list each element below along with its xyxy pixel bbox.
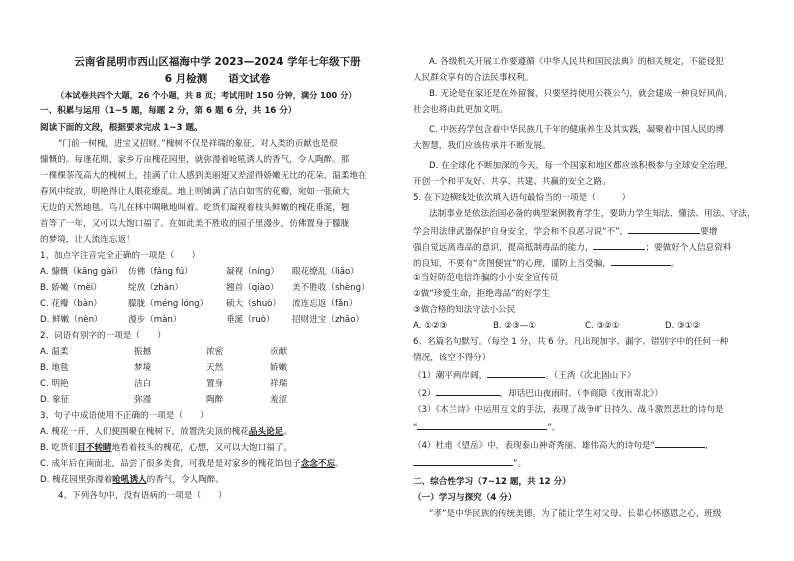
idiom-mark: 念念不忘 [300, 459, 336, 469]
q5-choice: ②做“珍爱生命，拒绝毒品”的好学生 [413, 289, 550, 299]
option-part: 朦胧（méng lóng） [128, 299, 209, 309]
option-part: 祥瑞 [270, 379, 288, 389]
answer-blank[interactable] [655, 438, 705, 448]
section2-heading: 二、综合性学习（7~12 题，共 12 分） [413, 477, 571, 487]
passage-line: “门前一树槐，进宝又招财。”槐树不仅是祥瑞的象征，对人类的贡献也是很 [58, 139, 338, 149]
option-part: 硕大（shuò） [226, 299, 282, 309]
q4-option-line: A. 各级机关开展工作要遵循《中华人民共和国民法典》的相关规定，不能侵犯 [429, 57, 724, 67]
option-part: 洁白 [134, 379, 152, 389]
q3-stem: 3、句子中成语使用不正确的一项是（ ） [40, 411, 209, 421]
option-text: A. 槐花一开，人们便围聚在槐树下，放置洗尖顶的槐花 [40, 427, 249, 437]
idiom-mark: 呛吼诱人 [112, 475, 147, 485]
option-part: B. 地毯 [40, 363, 69, 373]
q1-stem: 1、加点字注音完全正确的一项是（ ） [40, 251, 201, 261]
option-part: 梦境 [134, 363, 152, 373]
exam-title-line1: 云南省昆明市西山区福海中学 2023—2024 学年七年级下册 [74, 56, 361, 68]
q6-text: （3）《木兰诗》中运用互文的手法，表现了战争旷日持久、战斗激烈悲壮的诗句是 [413, 405, 724, 415]
passage-line: 慷慨的。每逢花期，家乡万亩槐花园里，就弥漫着呛吼诱人的香气，令人陶醉。那 [40, 155, 350, 165]
option-part: 凝视（níng） [226, 267, 280, 277]
answer-blank[interactable] [413, 456, 513, 466]
option-part: C. 花瓣（bàn） [40, 299, 103, 309]
answer-blank[interactable] [436, 386, 500, 396]
option-part: 招财进宝（zhāo） [292, 315, 365, 325]
q3-option-a [40, 426, 292, 438]
passage-line: 一棵棵茶茂高大的槐树上，挂满了让人感到美丽翅又差涩得娇嫩无比的花朵，温柔地在 [40, 171, 367, 181]
exam-title-line2: 6 月检测 语文试卷 [164, 73, 271, 85]
option-part: 仿佛（fǎng fú） [128, 267, 193, 277]
answer-blank[interactable] [593, 240, 645, 250]
q5-stem: 5. 在下边横线处依次填入语句最恰当的一项是（ ） [413, 193, 631, 203]
q5-passage-line [413, 256, 680, 270]
q6-item [413, 420, 561, 434]
q5-text: ；要做好个人信息资料 [645, 243, 732, 253]
q6-text: （4）杜甫《望岳》中，表现泰山神奇秀丽、雄伟高大的诗句是“ [413, 441, 655, 451]
q5-choice: ①当好防范电信诈骗的小小安全宣传员 [413, 273, 559, 283]
q3-option-d [40, 474, 224, 486]
option-part: 振撼 [134, 347, 152, 357]
q5-option-c: C. ③②① [585, 321, 620, 331]
q6-item [413, 368, 635, 382]
q6-text: （2） [413, 389, 436, 399]
q5-text: 的良知，不要有“贪图便宜”的心理，谨防上当受骗， [413, 259, 611, 269]
left-column [40, 0, 395, 561]
q5-text: 要增 [700, 227, 718, 237]
option-text: C. 成年后在南面北，品尝了很多美食，可我是是对家乡的槐花馅包子 [40, 459, 301, 469]
section2-subheading: （一）学习与探究（4 分） [413, 493, 517, 503]
option-text: 。 [335, 459, 344, 469]
option-text: 。 [283, 427, 292, 437]
answer-blank[interactable] [487, 368, 545, 378]
q4-option-line: 开创一个和平友好、共享、共建、共赢的安全之路。 [413, 177, 611, 187]
q6-text: ”。 [513, 459, 527, 469]
q2-stem: 2、词语有别字的一项是（ ） [40, 331, 166, 341]
option-part: 眼花缭乱（liǎo） [292, 267, 359, 277]
option-part: 浓密 [206, 347, 224, 357]
option-part: 弥漫 [134, 395, 152, 405]
passage-line: 无边的天然地毯。鸟儿在林中啁啾地叫着。吃货们凝视着枝头鲜嫩的槐花垂涎，翘 [40, 203, 350, 213]
answer-blank[interactable] [611, 256, 671, 266]
q6-text: ”。 [547, 423, 561, 433]
q5-option-a: A. ①②③ [413, 321, 448, 331]
passage-line: 首等了一年，又可以大饱口福了。在如此美不胜收的园子里漫步，仿佛置身于朦胧 [40, 219, 350, 229]
q5-text: 强自觉远离毒品的意识，提高抵制毒品的能力， [413, 243, 594, 253]
right-column [413, 0, 765, 561]
idiom-mark: 品头论足 [248, 427, 284, 437]
option-text: D. 槐花园里弥漫着 [40, 475, 113, 485]
q6-text: （1）潮平两岸阔， [413, 371, 488, 381]
q4-option-line: D. 在全球化不断加深的今天，每一个国家和地区都应该积极参与全球安全治理， [429, 161, 734, 171]
q6-item [413, 386, 663, 400]
option-text: 地看着枝头的槐花，心想，又可以大饱口福了。 [111, 443, 293, 453]
reading-instruction: 阅读下面的文段，根据要求完成 1~3 题。 [40, 123, 203, 133]
q4-stem: 4、下列各句中，没有语病的一项是（ ） [58, 491, 227, 501]
q4-option-line: 大智慧，我们应该传承并不断发展。 [413, 141, 551, 151]
option-part: 娇嫩 [270, 363, 288, 373]
q6-item [413, 438, 708, 452]
option-part: 翘首（qiào） [226, 283, 279, 293]
option-part: D. 鲜嫩（nèn） [40, 315, 103, 325]
q5-choice: ③做合格的知法守法小公民 [413, 305, 516, 315]
q6-text: ，却话巴山夜雨时。（李商隐《夜雨寄北》） [499, 389, 663, 399]
q6-text: 。（王湾《次北固山下》 [545, 371, 636, 381]
exam-note: （本试卷共四个大题，26 个小题，共 8 页；考试用时 150 分钟，满分 100 分） [56, 90, 357, 100]
option-text: 的香气，令人陶醉。 [146, 475, 224, 485]
q5-option-b: B. ②③—① [493, 321, 537, 331]
q4-option-line: C. 中医药学包含着中华民族几千年的健康养生及其实践，凝聚着中国人民的博 [429, 125, 725, 135]
q5-text: 。 [670, 259, 680, 269]
q6-stem: 6、名篇名句默写。（每空 1 分，共 6 分。凡出现加字、漏字、错别字中的任何一种 [413, 337, 729, 347]
q3-option-b [40, 442, 292, 454]
section1-heading: 一、积累与运用（1~5 题，每题 2 分，第 6 题 6 分，共 16 分） [40, 106, 297, 116]
option-part: 陶醉 [206, 395, 224, 405]
q5-passage-line: 法制事业是依法治国必备的典型案例教育学生，要助力学生知法、懂法、用法、守法， [429, 209, 756, 219]
option-part: 漫步（màn） [128, 315, 182, 325]
passage-line: 春风中绽放，明艳得让人眼花缭乱。地上则铺满了洁白如雪的花瓣，宛如一张硕大 [40, 187, 350, 197]
option-part: A. 慷慨（kāng gài） [40, 267, 123, 277]
q6-text: , [704, 441, 708, 451]
q5-option-d: D. ③①② [665, 321, 701, 331]
option-part: 天然 [206, 363, 224, 373]
option-part: 羞涩 [270, 395, 288, 405]
option-part: C. 明艳 [40, 379, 69, 389]
option-part: D. 象征 [40, 395, 70, 405]
option-part: 贡献 [270, 347, 288, 357]
q6-item [413, 404, 724, 416]
q4-option-line: 社会也将由此更加文明。 [413, 105, 508, 115]
q4-option-line: B. 无论是在家还是在外留餐，只要坚持使用公筷公勺，就会建成一种良好风尚， [429, 89, 733, 99]
section2-text: “孝”是中华民族的传统美德。为了能让学生对父母、长辈心怀感恩之心，班级 [429, 509, 722, 519]
q3-option-c [40, 458, 344, 470]
answer-blank[interactable] [628, 224, 700, 234]
idiom-mark: 目不转睛 [77, 443, 112, 453]
q6-item [413, 456, 526, 470]
answer-blank[interactable] [417, 420, 547, 430]
option-part: B. 娇嫩（mèi） [40, 283, 102, 293]
option-part: 置身 [206, 379, 224, 389]
q5-passage-line [413, 224, 717, 238]
q5-passage-line [413, 240, 731, 254]
option-part: 流连忘返（fǎn） [292, 299, 358, 309]
option-part: 美不胜收（shèng） [292, 283, 370, 293]
q5-text: 学会用法律武器保护自身安全，学会和不良恶习说“不”， [413, 227, 629, 237]
option-text: B. 吃货们 [40, 443, 78, 453]
option-part: 垂涎（ruò） [226, 315, 275, 325]
option-part: A. 温柔 [40, 347, 69, 357]
q6-stem: 情况，该空不得分） [413, 353, 491, 363]
option-part: 绽放（zhàn） [128, 283, 184, 293]
q6-text: “ [413, 423, 418, 433]
passage-line: 的梦境，让人流连忘返！ [40, 235, 135, 245]
q4-option-line: 人民群众享有的合法民事权利。 [413, 73, 534, 83]
